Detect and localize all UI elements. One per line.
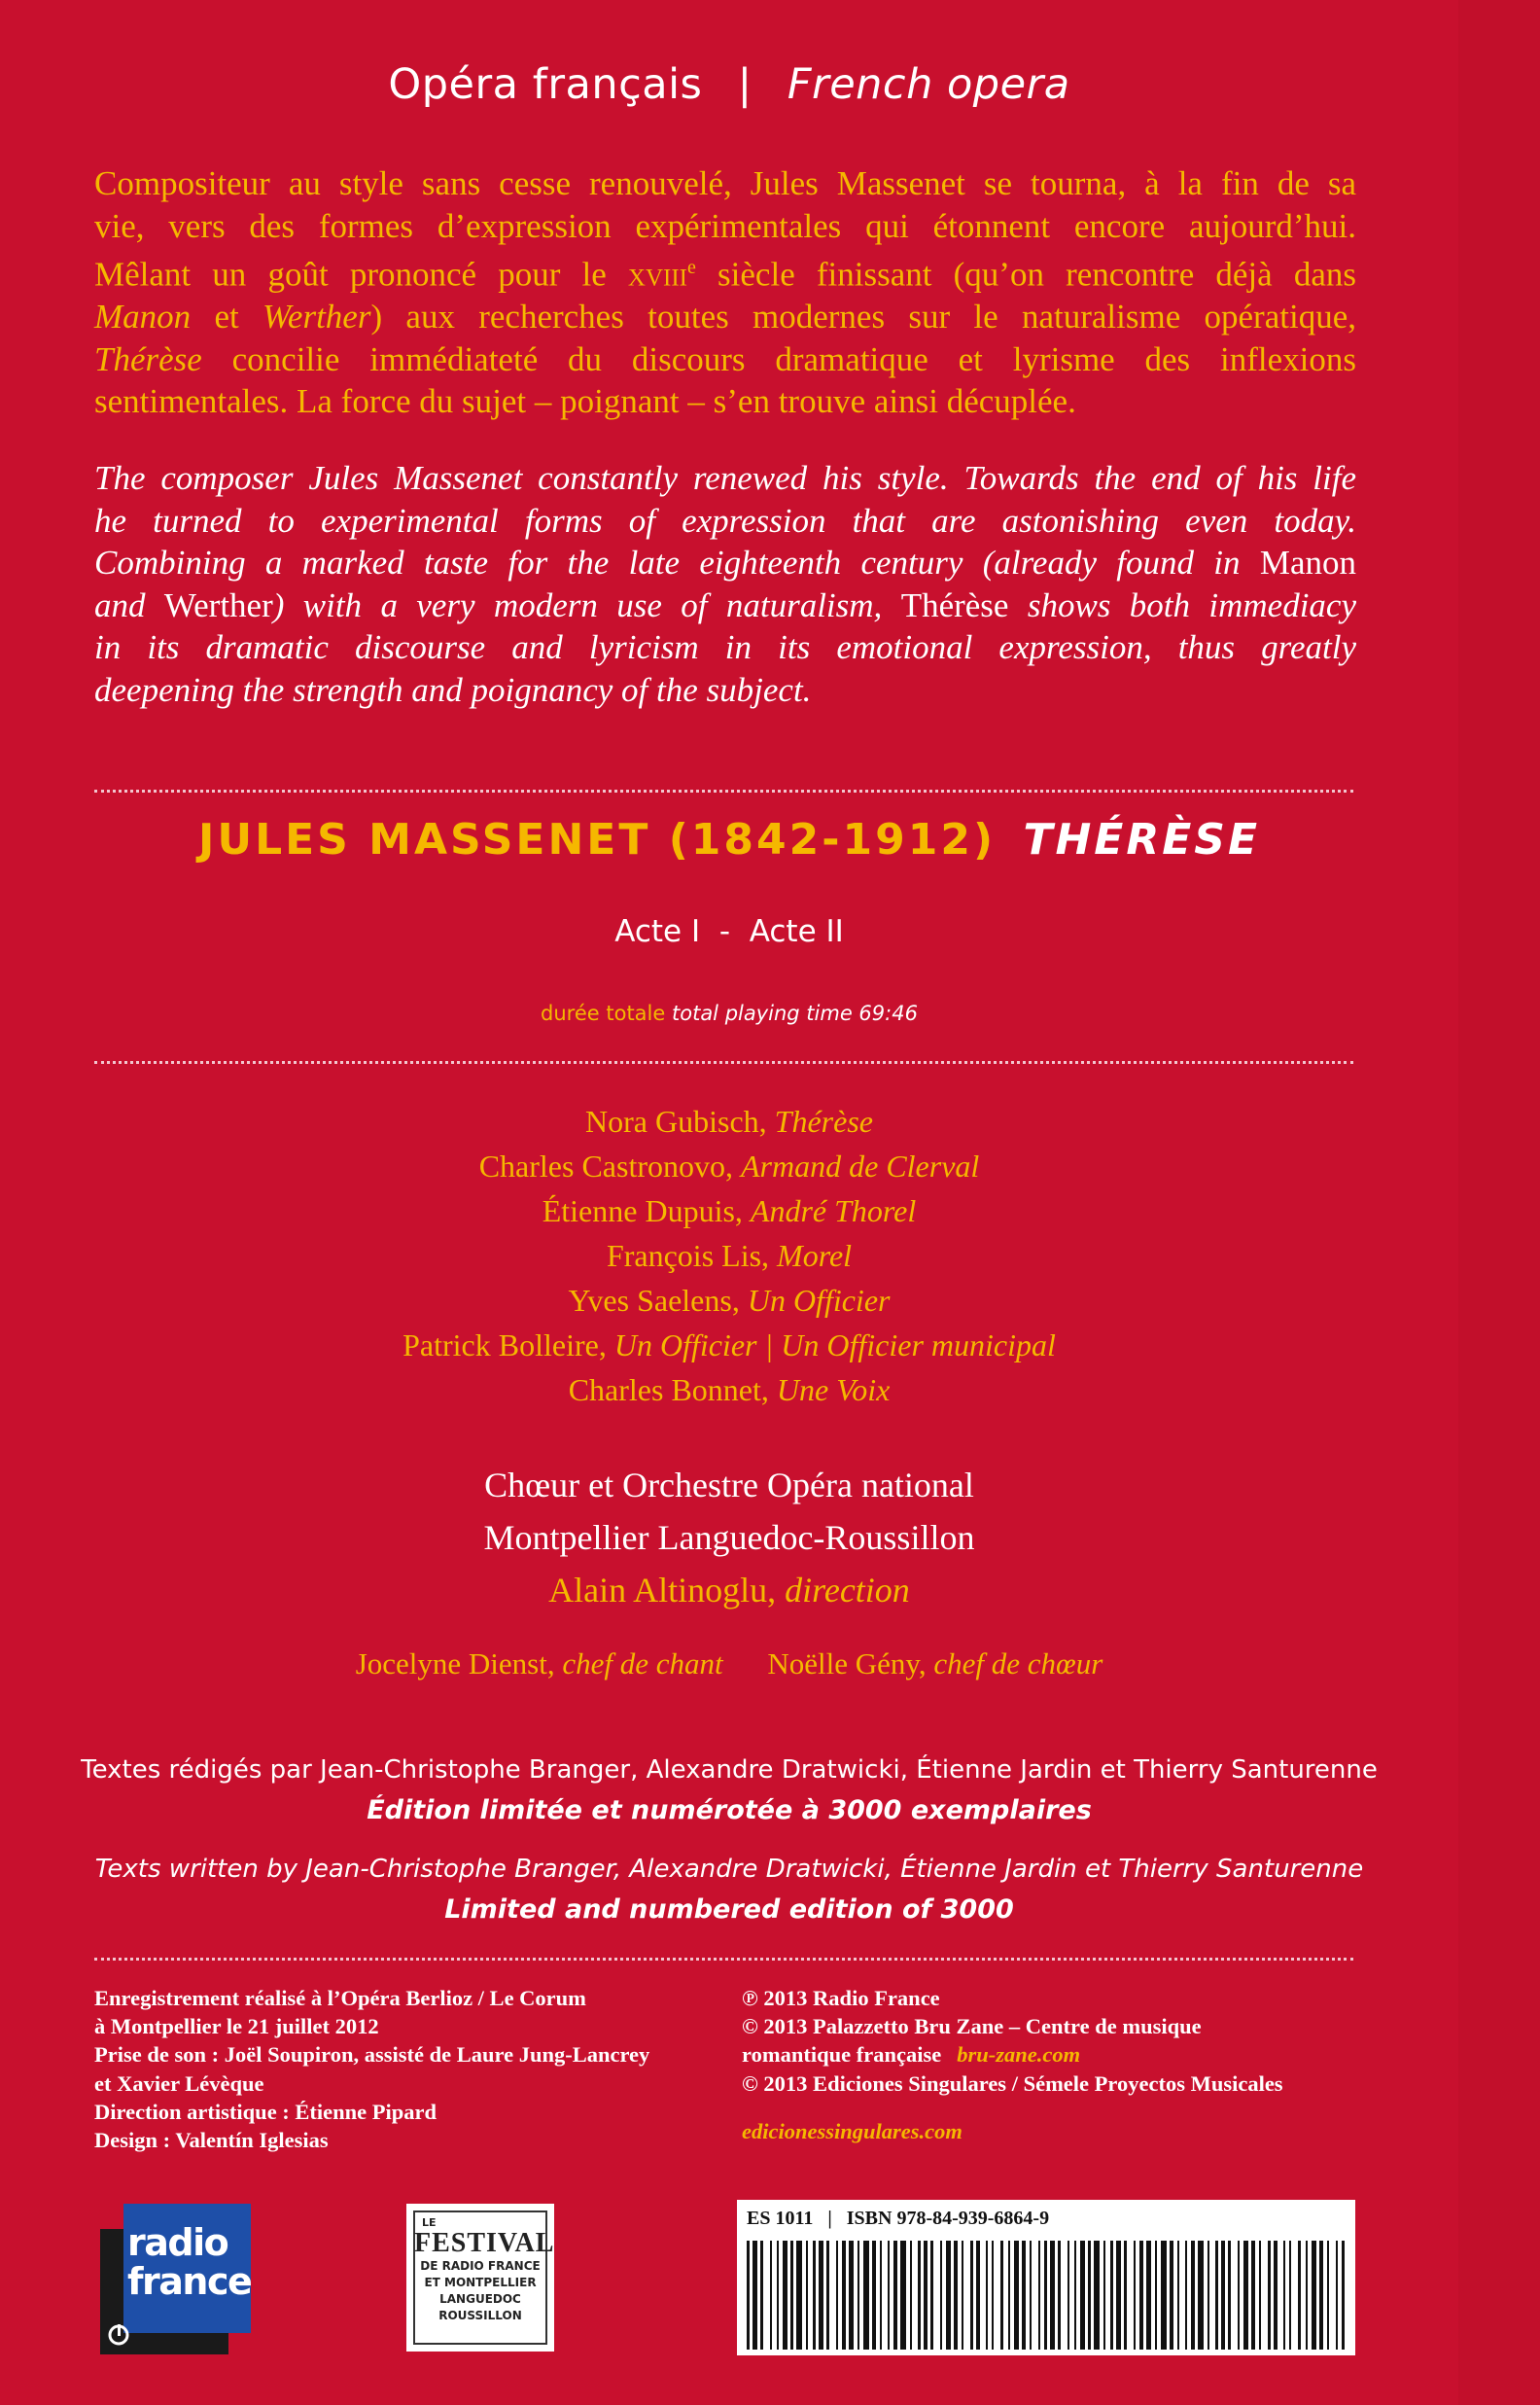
radio-france-mark-icon <box>106 2322 131 2348</box>
barcode-bar <box>752 2241 757 2350</box>
barcode-bars <box>745 2241 1348 2350</box>
barcode-bar <box>1238 2241 1240 2350</box>
barcode-bar <box>790 2241 793 2350</box>
barcode-separator: | <box>827 2208 832 2229</box>
barcode-bar <box>1306 2241 1308 2350</box>
barcode-bar <box>1161 2241 1167 2350</box>
barcode-bar <box>1215 2241 1218 2350</box>
barcode-bar <box>918 2241 921 2350</box>
barcode-bar <box>842 2241 846 2350</box>
edition-fr: Édition limitée et numérotée à 3000 exemplaires <box>367 1795 1092 1825</box>
coach-chant: Jocelyne Dienst, chef de chant <box>355 1646 723 1680</box>
publisher-link[interactable]: edicionessingulares.com <box>742 2118 962 2143</box>
edition-en: Limited and numbered edition of 3000 <box>444 1894 1014 1925</box>
header-title <box>0 60 1458 109</box>
barcode-bar <box>836 2241 838 2350</box>
duration-label-fr: durée totale <box>541 1002 666 1025</box>
cast-item: Charles Castronovo, Armand de Clerval <box>478 1149 980 1184</box>
barcode-bar <box>1198 2241 1204 2350</box>
en-line: and Werther) with a very modern use of naturalism, Thérèse shows both immediacy <box>94 585 1357 624</box>
festival-line: ET MONTPELLIER <box>424 2276 537 2289</box>
barcode-bar <box>770 2241 772 2350</box>
barcode-bar <box>858 2241 859 2350</box>
coaches <box>0 1646 1458 1681</box>
barcode-bar <box>1177 2241 1179 2350</box>
barcode-bar <box>1050 2241 1055 2350</box>
composer-name: JULES MASSENET (1842-1912) <box>197 815 997 865</box>
en-line: in its dramatic discourse and lyricism in its emotional expression, thus greatly <box>94 628 1356 666</box>
texts-fr: Textes rédigés par Jean-Christophe Branger, Alexandre Dratwicki, Étienne Jardin et Thierry Santurenne <box>81 1755 1378 1785</box>
barcode-bar <box>1268 2241 1271 2350</box>
barcode-bar <box>1044 2241 1047 2350</box>
barcode-bar <box>1312 2241 1316 2350</box>
dotted-divider <box>94 1061 1353 1064</box>
barcode-bar <box>954 2241 958 2350</box>
barcode-bar <box>747 2241 750 2350</box>
en-line: he turned to experimental forms of expression that are astonishing even today. <box>94 501 1356 540</box>
barcode-bar <box>1274 2241 1278 2350</box>
en-line: Combining a marked taste for the late eighteenth century (already found in Manon <box>94 544 1356 582</box>
total-duration <box>0 1002 1458 1025</box>
barcode-bar <box>1146 2241 1151 2350</box>
barcode-bar <box>1283 2241 1285 2350</box>
festival-line: DE RADIO FRANCE <box>420 2259 541 2273</box>
barcode-bar <box>1251 2241 1255 2350</box>
radio-france-logo <box>100 2204 251 2354</box>
barcode-block <box>737 2200 1355 2355</box>
cast-item: Étienne Dupuis, André Thorel <box>542 1193 917 1228</box>
barcode-bar <box>1014 2241 1019 2350</box>
credit-line: Direction artistique : Étienne Pipard <box>94 2099 438 2124</box>
barcode-bar <box>777 2241 779 2350</box>
acts-list: Acte I - Acte II <box>614 914 844 949</box>
copyright-line: ℗ 2013 Radio France <box>742 1986 940 2010</box>
barcode-bar <box>1038 2241 1040 2350</box>
barcode-bar <box>849 2241 854 2350</box>
barcode-bar <box>1170 2241 1173 2350</box>
fr-line: Manon et Werther) aux recherches toutes modernes sur le naturalisme opératique, <box>94 298 1356 336</box>
festival-logo <box>406 2204 554 2352</box>
dotted-divider <box>94 1958 1353 1961</box>
barcode-bar <box>924 2241 928 2350</box>
barcode-bar <box>946 2241 951 2350</box>
copyright-line: © 2013 Ediciones Singulares / Sémele Proyectos Musicales <box>742 2070 1283 2096</box>
barcode-bar <box>796 2241 802 2350</box>
texts-en: Texts written by Jean-Christophe Branger, Alexandre Dratwicki, Étienne Jardin et Thierry Santurenne <box>94 1855 1364 1884</box>
barcode-bar <box>1243 2241 1248 2350</box>
barcode-bar <box>1058 2241 1061 2350</box>
barcode-bar <box>1088 2241 1091 2350</box>
credit-line: Design : Valentín Iglesias <box>94 2128 329 2153</box>
cast-list <box>0 1099 1458 1412</box>
barcode-bar <box>1342 2241 1345 2350</box>
barcode-bar <box>1155 2241 1157 2350</box>
barcode-bar <box>760 2241 763 2350</box>
barcode-bar <box>976 2241 980 2350</box>
barcode-bar <box>863 2241 869 2350</box>
ensemble-line: Montpellier Languedoc-Roussillon <box>483 1518 975 1557</box>
credit-line: Prise de son : Joël Soupiron, assisté de Laure Jung-Lancrey <box>94 2042 650 2068</box>
credit-line: à Montpellier le 21 juillet 2012 <box>94 2014 379 2039</box>
texts-credits <box>0 1751 1458 1929</box>
coach-choeur: Noëlle Gény, chef de chœur <box>767 1646 1103 1680</box>
header-en: French opera <box>787 60 1070 109</box>
barcode-bar <box>826 2241 829 2350</box>
english-description <box>94 457 1356 711</box>
barcode-bar <box>992 2241 994 2350</box>
cast-item: Yves Saelens, Un Officier <box>568 1283 891 1318</box>
barcode-bar <box>1319 2241 1323 2350</box>
festival-line: LANGUEDOC <box>439 2292 521 2306</box>
credit-line: et Xavier Lévèque <box>94 2070 264 2096</box>
barcode-bar <box>1336 2241 1338 2350</box>
cast-item: Charles Bonnet, Une Voix <box>568 1372 891 1407</box>
barcode-bar <box>1298 2241 1301 2350</box>
barcode-bar <box>1259 2241 1261 2350</box>
fr-line: Mêlant un goût prononcé pour le xviii$^e$ siècle finissant (qu’on rencontre déjà dans <box>94 255 1356 294</box>
barcode-bar <box>1000 2241 1003 2350</box>
barcode-bar <box>1185 2241 1187 2350</box>
barcode-bar <box>900 2241 906 2350</box>
barcode-bar <box>1008 2241 1010 2350</box>
production-credits <box>94 1984 717 2154</box>
duration-label-en: total playing time 69:46 <box>672 1002 918 1025</box>
copyright-line: © 2013 Palazzetto Bru Zane – Centre de musique <box>742 2014 1202 2039</box>
cast-item: Nora Gubisch, Thérèse <box>585 1104 873 1139</box>
bru-zane-link[interactable]: bru-zane.com <box>957 2042 1081 2068</box>
barcode-bar <box>930 2241 933 2350</box>
barcode-bar <box>1228 2241 1231 2350</box>
barcode-bar <box>1022 2241 1026 2350</box>
barcode-bar <box>806 2241 808 2350</box>
barcode-bar <box>893 2241 897 2350</box>
barcode-bar <box>872 2241 876 2350</box>
work-title: THÉRÈSE <box>1023 815 1261 865</box>
barcode-bar <box>783 2241 788 2350</box>
credit-line: Enregistrement réalisé à l’Opéra Berlioz / Le Corum <box>94 1986 586 2010</box>
barcode-bar <box>1030 2241 1032 2350</box>
barcode-bar <box>1080 2241 1085 2350</box>
copyright-credits <box>742 1984 1364 2145</box>
barcode-bar <box>910 2241 912 2350</box>
barcode-bar <box>962 2241 963 2350</box>
festival-line: ROUSSILLON <box>438 2309 522 2322</box>
barcode-bar <box>970 2241 973 2350</box>
barcode-bar <box>1191 2241 1195 2350</box>
composer-title <box>0 815 1458 865</box>
barcode-bar <box>888 2241 890 2350</box>
barcode-bar <box>1124 2241 1127 2350</box>
ensemble-line: Chœur et Orchestre Opéra national <box>484 1466 974 1504</box>
barcode-bar <box>1327 2241 1329 2350</box>
fr-line: sentimentales. La force du sujet – poignant – s’en trouve ainsi décuplée. <box>94 382 1076 421</box>
header-fr: Opéra français <box>388 60 703 109</box>
barcode-bar <box>1068 2241 1069 2350</box>
barcode-bar <box>813 2241 816 2350</box>
ensemble-block <box>0 1459 1458 1616</box>
barcode-bar <box>1289 2241 1291 2350</box>
catalog-number: ES 1011 <box>747 2208 814 2229</box>
festival-le: LE <box>422 2216 437 2229</box>
barcode-bar <box>1103 2241 1105 2350</box>
fr-line: vie, vers des formes d’expression expérimentales qui étonnent encore aujourd’hui. <box>94 206 1356 245</box>
barcode-bar <box>880 2241 882 2350</box>
conductor: Alain Altinoglu, direction <box>548 1571 910 1609</box>
copyright-line: romantique française bru-zane.com <box>742 2042 1081 2068</box>
en-line: The composer Jules Massenet constantly renewed his style. Towards the end of his life <box>94 459 1356 497</box>
dotted-divider <box>94 790 1353 793</box>
barcode-bar <box>1116 2241 1121 2350</box>
barcode-bar <box>1074 2241 1076 2350</box>
en-line: deepening the strength and poignancy of the subject. <box>94 670 812 709</box>
barcode-bar <box>940 2241 942 2350</box>
france-word: france <box>127 2260 252 2303</box>
barcode-bar <box>1110 2241 1113 2350</box>
fr-line: Compositeur au style sans cesse renouvelé, Jules Massenet se tourna, à la fin de sa <box>94 164 1356 202</box>
barcode-bar <box>1134 2241 1136 2350</box>
barcode-bar <box>1094 2241 1100 2350</box>
barcode-bar <box>1221 2241 1225 2350</box>
barcode-bar <box>1208 2241 1209 2350</box>
barcode-bar <box>819 2241 823 2350</box>
festival-title: FESTIVAL <box>414 2228 555 2258</box>
right-edge-strip <box>1458 0 1540 2405</box>
barcode-bar <box>1139 2241 1143 2350</box>
fr-line: Thérèse concilie immédiateté du discours dramatique et lyrisme des inflexions <box>94 339 1356 378</box>
radio-word: radio <box>127 2221 228 2264</box>
header-separator: | <box>737 60 752 109</box>
cast-item: François Lis, Morel <box>606 1238 853 1273</box>
barcode-bar <box>986 2241 988 2350</box>
isbn: ISBN 978-84-939-6864-9 <box>846 2208 1050 2229</box>
french-description <box>94 162 1356 423</box>
cast-item: Patrick Bolleire, Un Officier | Un Officier municipal <box>402 1327 1056 1362</box>
